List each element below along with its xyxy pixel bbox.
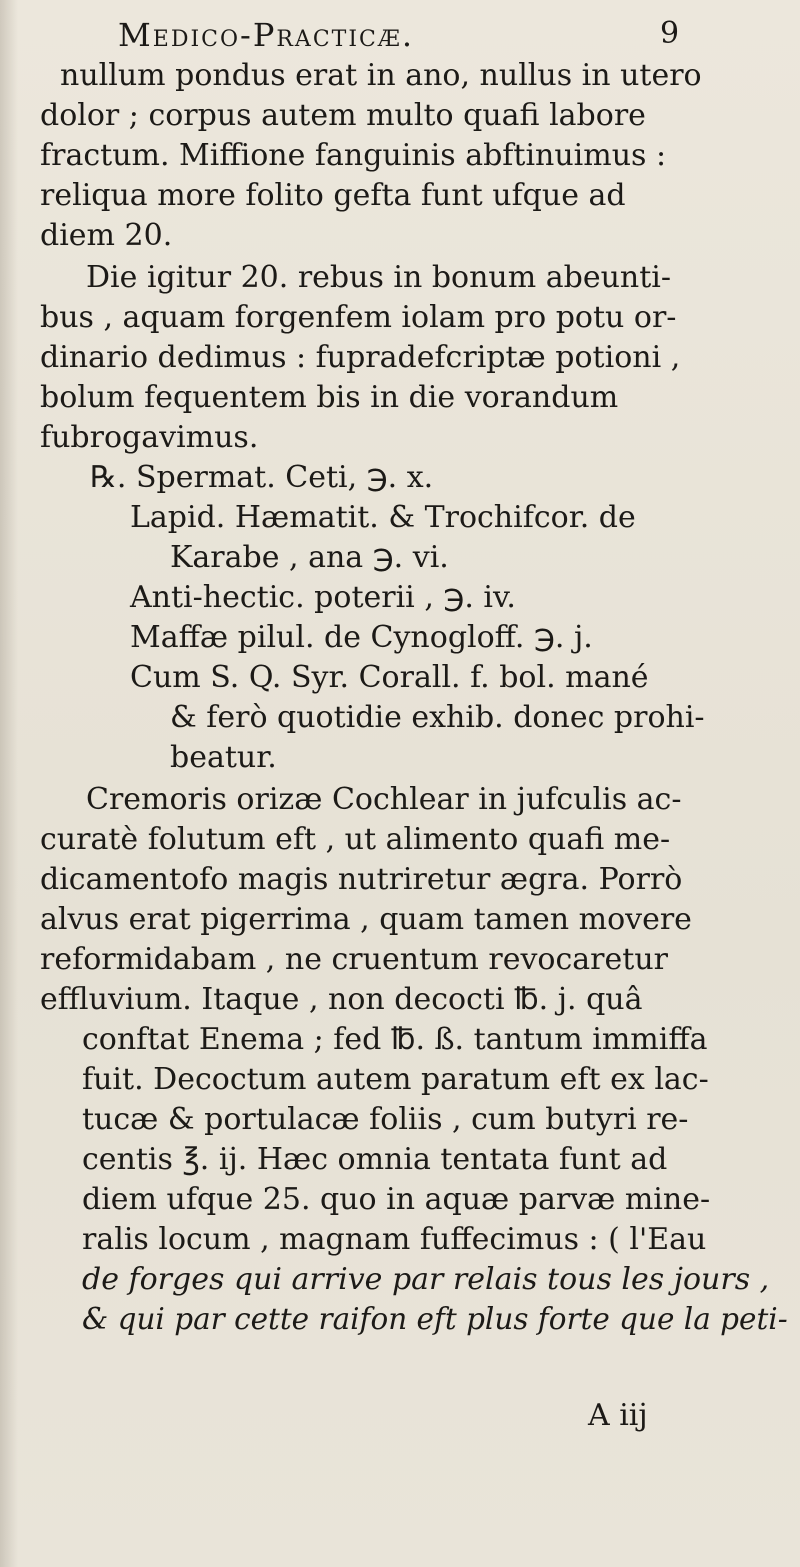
text-line: diem ufque 25. quo in aquæ parvæ mine- [82,1182,711,1217]
text-line: de forges qui arrive par relais tous les jours , [82,1262,770,1297]
text-line: dinario dedimus : fupradefcriptæ potioni , [40,340,681,375]
prescription-line: beatur. [170,740,277,775]
prescription-line: Cum S. Q. Syr. Corall. f. bol. mané [130,660,649,695]
running-head-title: Medico-Practicæ. [118,16,415,54]
text-line: nullum pondus erat in ano, nullus in utero [60,58,702,93]
text-line: fractum. Miffione fanguinis abftinuimus : [40,138,667,173]
text-line: fuit. Decoctum autem paratum eft ex lac- [82,1062,709,1097]
text-line: bus , aquam forgenfem iolam pro potu or- [40,300,677,335]
text-line: Cremoris orizæ Cochlear in jufculis ac- [86,782,682,817]
text-line: effluvium. Itaque , non decocti ℔. j. quâ [40,982,643,1017]
text-line: dicamentofo magis nutriretur ægra. Porrò [40,862,683,897]
prescription-line: Lapid. Hæmatit. & Trochifcor. de [130,500,636,535]
text-line: tucæ & portulacæ foliis , cum butyri re- [82,1102,689,1137]
text-line: reliqua more folito gefta funt ufque ad [40,178,626,213]
text-line: ralis locum , magnam fuffecimus : ( l'Eau [82,1222,707,1257]
text-line: dolor ; corpus autem multo quafi labore [40,98,646,133]
prescription-line: Karabe , ana ℈. vi. [170,540,449,575]
text-line: bolum fequentem bis in die vorandum [40,380,619,415]
prescription-line: & ferò quotidie exhib. donec prohi- [170,700,705,735]
page-gutter-shadow [0,0,18,1567]
text-line: alvus erat pigerrima , quam tamen movere [40,902,692,937]
text-line: reformidabam , ne cruentum revocaretur [40,942,668,977]
text-line: conftat Enema ; fed ℔. ß. tantum immiffa [82,1022,708,1057]
signature-mark: A iij [588,1398,648,1433]
page-number: 9 [660,16,680,51]
prescription-line: Anti-hectic. poterii , ℈. iv. [130,580,516,615]
text-line: curatè folutum eft , ut alimento quafi me- [40,822,671,857]
text-line: centis ℥. ij. Hæc omnia tentata funt ad [82,1142,668,1177]
text-line: Die igitur 20. rebus in bonum abeunti- [86,260,671,295]
running-head [0,10,800,56]
text-line: fubrogavimus. [40,420,259,455]
text-line: & qui par cette raifon eft plus forte que la peti- [82,1302,788,1337]
prescription-line: ℞. Spermat. Ceti, ℈. x. [90,460,434,495]
prescription-line: Maffæ pilul. de Cynogloff. ℈. j. [130,620,593,655]
text-line: diem 20. [40,218,173,253]
